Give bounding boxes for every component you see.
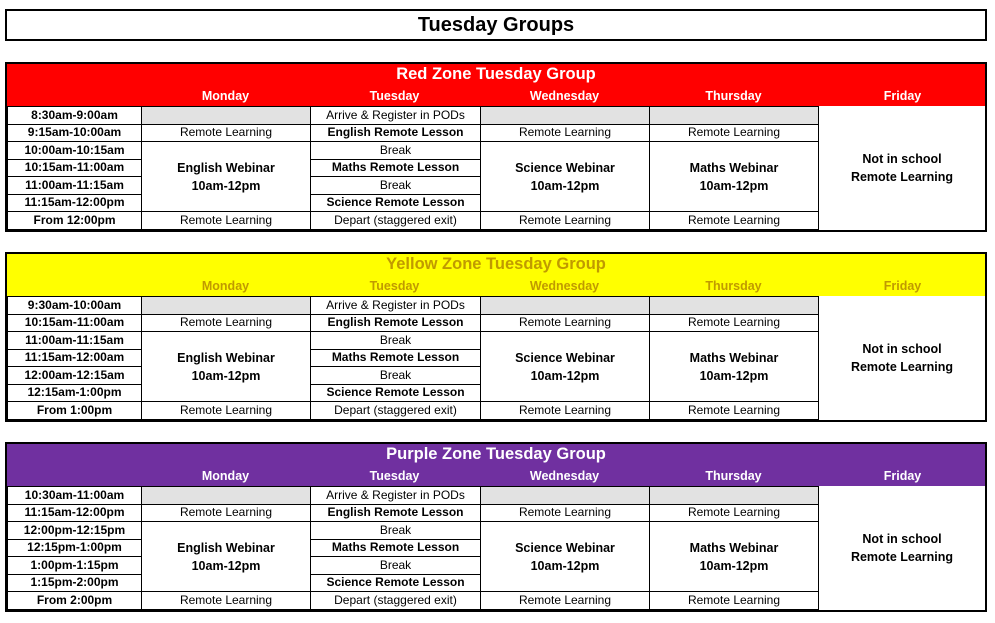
zone-header (7, 444, 985, 486)
webinar-cell-monday (142, 522, 311, 592)
empty-cell (481, 297, 650, 315)
lesson-cell: Science Remote Lesson (311, 384, 481, 402)
empty-cell (650, 107, 819, 125)
day-header-friday: Friday (883, 469, 922, 483)
zone-header (7, 64, 985, 106)
lesson-cell: Science Remote Lesson (311, 574, 481, 592)
lesson-cell: Break (311, 177, 481, 195)
lesson-cell: Remote Learning (650, 592, 819, 610)
webinar-cell-thursday (650, 332, 819, 402)
lesson-cell: Depart (staggered exit) (311, 212, 481, 230)
lesson-cell: Depart (staggered exit) (311, 402, 481, 420)
friday-remote: Remote Learning (850, 169, 954, 184)
lesson-cell: English Remote Lesson (311, 124, 481, 142)
lesson-cell: Remote Learning (142, 592, 311, 610)
time-cell: 10:30am-11:00am (8, 487, 142, 505)
empty-cell (650, 297, 819, 315)
lesson-cell: Remote Learning (650, 212, 819, 230)
webinar-cell-thursday (650, 142, 819, 212)
table-row (8, 297, 986, 315)
lesson-cell: Remote Learning (142, 504, 311, 522)
time-cell: 12:15am-1:00pm (8, 384, 142, 402)
time-cell: 9:30am-10:00am (8, 297, 142, 315)
time-cell: 11:15am-12:00pm (8, 504, 142, 522)
day-header-thursday: Thursday (705, 89, 762, 103)
lesson-cell: Break (311, 332, 481, 350)
empty-cell (142, 107, 311, 125)
lesson-cell: Remote Learning (481, 124, 650, 142)
lesson-cell: Break (311, 557, 481, 575)
lesson-cell: Remote Learning (481, 314, 650, 332)
webinar-title: Maths Webinar (689, 160, 779, 175)
friday-cell (819, 107, 986, 230)
time-cell: From 2:00pm (8, 592, 142, 610)
lesson-cell: English Remote Lesson (311, 314, 481, 332)
time-cell: 11:00am-11:15am (8, 177, 142, 195)
webinar-cell-wednesday (481, 522, 650, 592)
friday-not-in-school: Not in school (862, 151, 942, 166)
day-header-tuesday: Tuesday (369, 279, 420, 293)
empty-cell (650, 487, 819, 505)
zone-title: Red Zone Tuesday Group (396, 65, 596, 83)
time-cell: From 1:00pm (8, 402, 142, 420)
time-cell: 11:00am-11:15am (8, 332, 142, 350)
webinar-cell-wednesday (481, 332, 650, 402)
lesson-cell: Remote Learning (481, 402, 650, 420)
time-cell: 1:00pm-1:15pm (8, 557, 142, 575)
lesson-cell: Science Remote Lesson (311, 194, 481, 212)
arrive-cell: Arrive & Register in PODs (311, 107, 481, 125)
timetable (7, 486, 985, 610)
day-header-thursday: Thursday (705, 469, 762, 483)
webinar-title: English Webinar (177, 160, 275, 175)
webinar-time: 10am-12pm (530, 558, 600, 573)
webinar-time: 10am-12pm (191, 178, 261, 193)
lesson-cell: Remote Learning (142, 124, 311, 142)
timetable (7, 296, 985, 420)
yellow-zone-table (5, 252, 987, 422)
time-cell: 11:15am-12:00pm (8, 194, 142, 212)
time-cell: 10:15am-11:00am (8, 314, 142, 332)
time-cell: 12:00pm-12:15pm (8, 522, 142, 540)
friday-cell (819, 297, 986, 420)
lesson-cell: Remote Learning (650, 504, 819, 522)
lesson-cell: Remote Learning (142, 314, 311, 332)
day-header-wednesday: Wednesday (529, 469, 600, 483)
lesson-cell: Break (311, 142, 481, 160)
zone-title: Purple Zone Tuesday Group (386, 445, 606, 463)
empty-cell (142, 297, 311, 315)
time-cell: 12:00am-12:15am (8, 367, 142, 385)
webinar-time: 10am-12pm (530, 178, 600, 193)
webinar-time: 10am-12pm (191, 558, 261, 573)
time-cell: 8:30am-9:00am (8, 107, 142, 125)
zone-header (7, 254, 985, 296)
lesson-cell: Remote Learning (142, 212, 311, 230)
webinar-time: 10am-12pm (699, 368, 769, 383)
lesson-cell: Break (311, 522, 481, 540)
lesson-cell: Remote Learning (481, 504, 650, 522)
friday-not-in-school: Not in school (862, 341, 942, 356)
lesson-cell: Remote Learning (481, 592, 650, 610)
lesson-cell: Depart (staggered exit) (311, 592, 481, 610)
webinar-title: Maths Webinar (689, 350, 779, 365)
day-header-monday: Monday (201, 469, 250, 483)
time-cell: 9:15am-10:00am (8, 124, 142, 142)
zone-title: Yellow Zone Tuesday Group (386, 255, 606, 273)
webinar-time: 10am-12pm (530, 368, 600, 383)
friday-cell (819, 487, 986, 610)
lesson-cell: Maths Remote Lesson (311, 159, 481, 177)
day-headers (7, 469, 985, 485)
day-header-monday: Monday (201, 279, 250, 293)
time-cell: 10:00am-10:15am (8, 142, 142, 160)
friday-remote: Remote Learning (850, 359, 954, 374)
webinar-title: English Webinar (177, 350, 275, 365)
empty-cell (142, 487, 311, 505)
lesson-cell: Maths Remote Lesson (311, 349, 481, 367)
empty-cell (481, 487, 650, 505)
friday-not-in-school: Not in school (862, 531, 942, 546)
webinar-title: Science Webinar (515, 540, 615, 555)
table-row (8, 107, 986, 125)
time-cell: 12:15pm-1:00pm (8, 539, 142, 557)
day-headers (7, 89, 985, 105)
time-cell: From 12:00pm (8, 212, 142, 230)
lesson-cell: Remote Learning (142, 402, 311, 420)
day-header-monday: Monday (201, 89, 250, 103)
day-header-friday: Friday (883, 89, 922, 103)
webinar-time: 10am-12pm (699, 178, 769, 193)
webinar-title: Science Webinar (515, 350, 615, 365)
lesson-cell: English Remote Lesson (311, 504, 481, 522)
webinar-cell-wednesday (481, 142, 650, 212)
lesson-cell: Remote Learning (650, 314, 819, 332)
timetable (7, 106, 985, 230)
page-title: Tuesday Groups (5, 9, 987, 41)
day-header-thursday: Thursday (705, 279, 762, 293)
time-cell: 10:15am-11:00am (8, 159, 142, 177)
day-header-tuesday: Tuesday (369, 469, 420, 483)
day-header-friday: Friday (883, 279, 922, 293)
day-header-wednesday: Wednesday (529, 279, 600, 293)
lesson-cell: Remote Learning (481, 212, 650, 230)
day-header-tuesday: Tuesday (369, 89, 420, 103)
webinar-title: English Webinar (177, 540, 275, 555)
arrive-cell: Arrive & Register in PODs (311, 487, 481, 505)
lesson-cell: Remote Learning (650, 402, 819, 420)
friday-remote: Remote Learning (850, 549, 954, 564)
arrive-cell: Arrive & Register in PODs (311, 297, 481, 315)
day-header-wednesday: Wednesday (529, 89, 600, 103)
webinar-time: 10am-12pm (191, 368, 261, 383)
webinar-cell-monday (142, 142, 311, 212)
table-row (8, 487, 986, 505)
webinar-cell-monday (142, 332, 311, 402)
time-cell: 1:15pm-2:00pm (8, 574, 142, 592)
lesson-cell: Maths Remote Lesson (311, 539, 481, 557)
red-zone-table (5, 62, 987, 232)
webinar-title: Maths Webinar (689, 540, 779, 555)
webinar-title: Science Webinar (515, 160, 615, 175)
lesson-cell: Break (311, 367, 481, 385)
lesson-cell: Remote Learning (650, 124, 819, 142)
empty-cell (481, 107, 650, 125)
day-headers (7, 279, 985, 295)
webinar-cell-thursday (650, 522, 819, 592)
time-cell: 11:15am-12:00am (8, 349, 142, 367)
purple-zone-table (5, 442, 987, 612)
webinar-time: 10am-12pm (699, 558, 769, 573)
